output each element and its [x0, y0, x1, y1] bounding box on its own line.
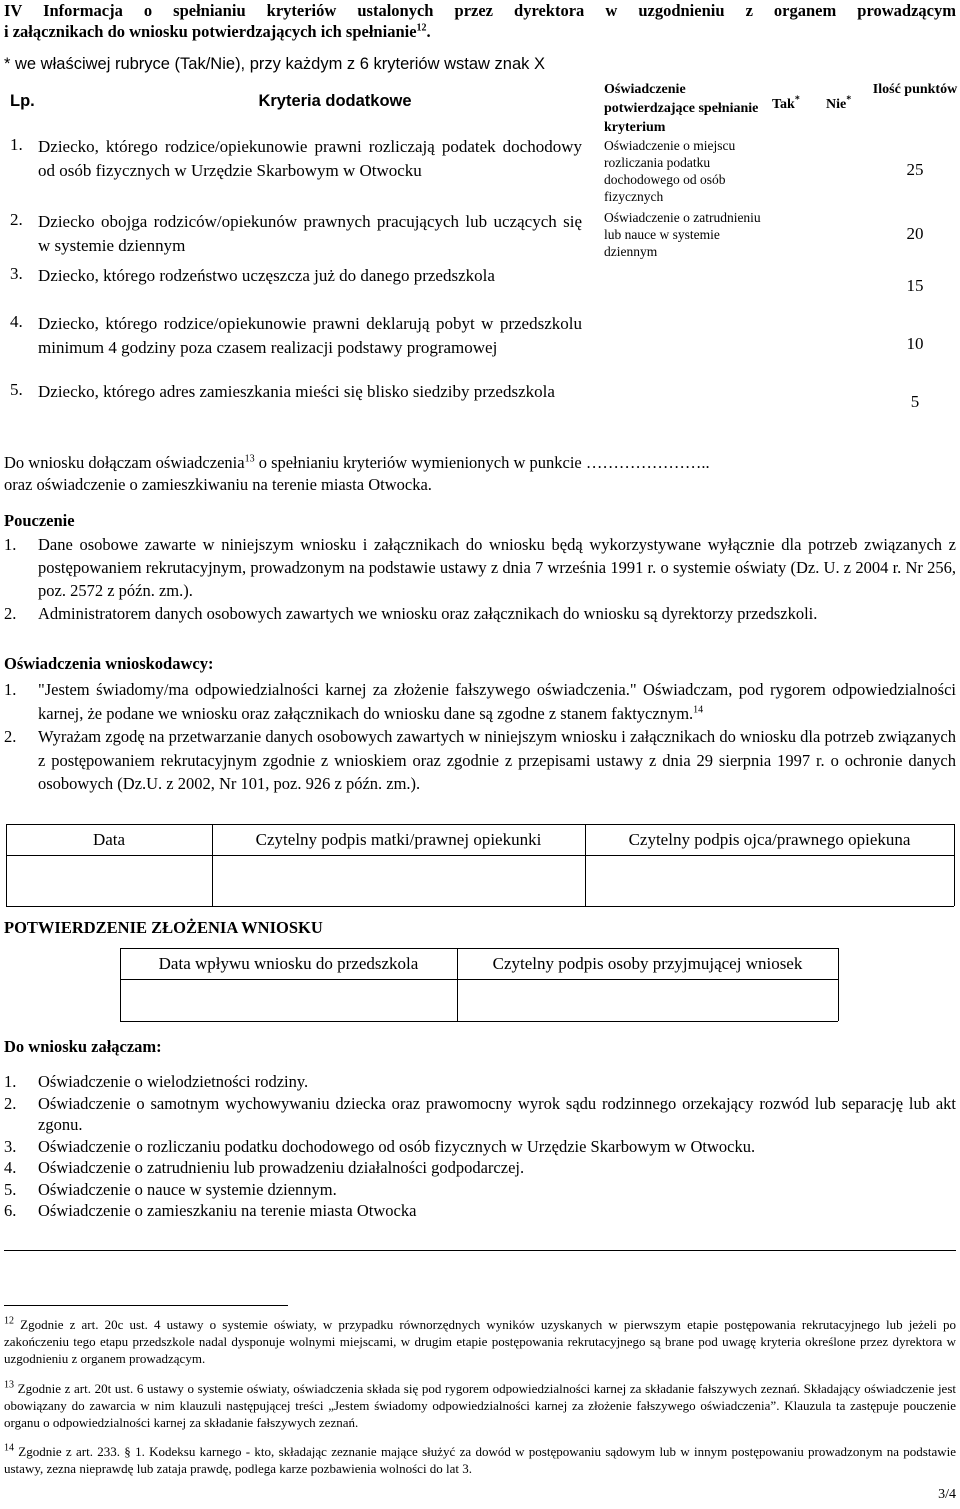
footnote-ref-14: 14	[693, 704, 704, 715]
row-4-points: 10	[906, 334, 924, 353]
attachments-line1-b: o spełnianiu kryteriów wymienionych w punkcie …………………..	[254, 453, 710, 472]
header-ilosc: Ilość punktów	[872, 82, 958, 97]
section-heading-line1: IV Informacja o spełnianiu kryteriów ustalonych przez dyrektora w uzgodnieniu z organem prowadzącym	[4, 1, 956, 20]
footnote-14-number: 14	[4, 1442, 14, 1454]
potw-data-header: Data wpływu wniosku do przedszkola	[158, 954, 419, 973]
zalaczam-item	[4, 1093, 956, 1136]
row-3-lp: 3.	[10, 264, 23, 283]
zalaczam-list	[4, 1071, 956, 1222]
attachments-line2: oraz oświadczenie o zamieszkiwaniu na terenie miasta Otwocka.	[4, 475, 432, 494]
footnote-ref-13: 13	[244, 453, 255, 465]
zalaczam-item-text: Oświadczenie o zatrudnieniu lub prowadzeniu działalności godpodarczej.	[38, 1158, 525, 1177]
pouczenie-item-text: Administratorem danych osobowych zawartych we wniosku oraz załącznikach do wniosku są dyrektorzy przedszkoli.	[38, 604, 818, 623]
sign-matka-header: Czytelny podpis matki/prawnej opiekunki	[255, 830, 542, 849]
sign-matka-field[interactable]	[213, 856, 584, 905]
zalaczam-item-number: 4.	[4, 1158, 17, 1177]
header-oswiadczenie: Oświadczenie potwierdzające spełnianie kryterium	[604, 82, 759, 135]
sign-data-header: Data	[92, 830, 126, 849]
row-5-points: 5	[910, 392, 920, 411]
row-1-points: 25	[906, 160, 924, 179]
zalaczam-item-number: 3.	[4, 1136, 17, 1156]
footnote-ref-12: 12	[416, 22, 427, 34]
oswiadczenia-item	[4, 678, 956, 725]
zalaczam-item	[4, 1200, 956, 1222]
sign-data-field[interactable]	[7, 856, 211, 905]
sign-ojciec-header: Czytelny podpis ojca/prawnego opiekuna	[628, 830, 911, 849]
zalaczam-item-text: Oświadczenie o samotnym wychowywaniu dziecka oraz prawomocny wyrok sądu rodzinnego orzekający rozwód lub separację lub akt zgonu.	[38, 1093, 956, 1134]
zalaczam-item-text: Oświadczenie o wielodzietności rodziny.	[38, 1072, 309, 1091]
oswiadczenia-item-body: "Jestem świadomy/ma odpowiedzialności karnej za złożenie fałszywego oświadczenia." Oświadczam, pod rygorem odpowiedzialności karnej, że podane we wniosku oraz załącznikach do wniosku dane są zgodne z stanem faktycznym.	[38, 680, 956, 723]
zalaczam-item-number: 6.	[4, 1201, 17, 1220]
zalaczam-item-text: Oświadczenie o nauce w systemie dziennym.	[38, 1179, 337, 1199]
header-lp: Lp.	[10, 92, 35, 110]
section-heading	[4, 0, 956, 42]
oswiadczenia-item-text	[38, 678, 956, 725]
row-5-lp: 5.	[10, 380, 23, 399]
pouczenie-list	[4, 533, 956, 625]
zalaczam-item-number: 5.	[4, 1179, 17, 1199]
row-1-doc: Oświadczenie o miejscu rozliczania podatku dochodowego od osób fizycznych	[604, 138, 736, 204]
pouczenie-item	[4, 533, 956, 602]
attachments-line1	[4, 452, 956, 474]
zalaczam-item-text: Oświadczenie o rozliczaniu podatku dochodowego od osób fizycznych w Urzędzie Skarbowym w Otwocku.	[38, 1136, 756, 1156]
instruction-text: * we właściwej rubryce (Tak/Nie), przy każdym z 6 kryteriów wstaw znak X	[4, 55, 545, 73]
row-2-text: Dziecko obojga rodziców/opiekunów prawnych pracujących lub uczących się w systemie dziennym	[38, 212, 582, 255]
footnote-12-text: Zgodnie z art. 20c ust. 4 ustawy o systemie oświaty, w przypadku równorzędnych wyników uzyskanych w pierwszym etapie postępowania rekrutacyjnego lub jeżeli po zakończeniu tego etapu przedszkole nadal dysponuje wolnymi miejscami, w drugim etapie postępowania rekrutacyjnego są brane pod uwagę kryteria określone przez dyrektora w uzgodnieniu z organem prowadzącym.	[4, 1317, 957, 1366]
pouczenie-title: Pouczenie	[4, 511, 75, 530]
oswiadczenia-item-text: Wyrażam zgodę na przetwarzanie danych osobowych zawartych w niniejszym wniosku i załącznikach do wniosku dla potrzeb związanych z postępowaniem rekrutacyjnym zgodnie z wnioskiem oraz zgodnie z przepisami ustawy z dnia 29 sierpnia 1997 r. o ochronie danych osobowych (Dz.U. z 2002, Nr 101, poz. 926 z późn. zm.).	[38, 727, 956, 793]
row-1-text: Dziecko, którego rodzice/opiekunowie prawni rozliczają podatek dochodowy od osób fizycznych w Urzędzie Skarbowym w Otwocku	[38, 137, 582, 180]
oswiadczenia-title: Oświadczenia wnioskodawcy:	[4, 654, 214, 673]
pouczenie-item-text: Dane osobowe zawarte w niniejszym wniosku i załącznikach do wniosku będą wykorzystywane wyłącznie dla potrzeb związanych z postępowaniem rekrutacyjnym, prowadzonym na podstawie ustawy z dnia 7 września 1991 r. o systemie oświaty (Dz. U. z 2004 r. Nr 256, poz. 2572 z późn. zm.).	[38, 535, 956, 600]
zalaczam-title: Do wniosku załączam:	[4, 1037, 162, 1056]
row-3-points: 15	[906, 276, 924, 295]
page-number: 3/4	[938, 1487, 956, 1502]
sign-ojciec-field[interactable]	[586, 856, 953, 905]
row-2-lp: 2.	[10, 210, 23, 229]
header-nie: Nie*	[826, 94, 852, 112]
footnote-13-text: Zgodnie z art. 20t ust. 6 ustawy o systemie oświaty, oświadczenia składa się pod rygorem odpowiedzialności karnej za składanie fałszywych zeznań. Składający oświadczenie jest obowiązany do zawarcia w nim klauzuli następującej treści „Jestem świadomy odpowiedzialności karnej za złożenie fałszywego oświadczenia”. Klauzula ta zastępuje pouczenie organu o odpowiedzialności karnej za składanie fałszywych zeznań.	[4, 1381, 956, 1430]
zalaczam-item-text: Oświadczenie o zamieszkaniu na terenie miasta Otwocka	[38, 1201, 417, 1220]
zalaczam-item	[4, 1179, 956, 1201]
row-3-text: Dziecko, którego rodzeństwo uczęszcza już do danego przedszkola	[38, 266, 495, 285]
potwierdzenie-title: POTWIERDZENIE ZŁOŻENIA WNIOSKU	[4, 918, 323, 937]
section-heading-text: i załącznikach do wniosku potwierdzających ich spełnianie	[4, 22, 417, 41]
row-1-lp: 1.	[10, 135, 23, 154]
row-4-lp: 4.	[10, 312, 23, 331]
zalaczam-item	[4, 1071, 956, 1093]
zalaczam-item-number: 1.	[4, 1072, 17, 1091]
footnote-14-text: Zgodnie z art. 233. § 1. Kodeksu karnego - kto, składając zeznanie mające służyć za dowód w postępowaniu sądowym lub w innym postępowaniu prowadzonym na podstawie ustawy, zezna nieprawdę lub zataja prawdę, podlega karze pozbawienia wolności do lat 3.	[4, 1444, 957, 1476]
footnote-12-number: 12	[4, 1315, 14, 1327]
row-5-text: Dziecko, którego adres zamieszkania mieści się blisko siedziby przedszkola	[38, 382, 555, 401]
row-4-text: Dziecko, którego rodzice/opiekunowie prawni deklarują pobyt w przedszkolu minimum 4 godziny poza czasem realizacji podstawy programowej	[38, 314, 582, 357]
oswiadczenia-list	[4, 678, 956, 796]
footnote-separator	[4, 1305, 288, 1306]
header-tak: Tak*	[772, 94, 800, 112]
oswiadczenia-item-number: 2.	[4, 727, 17, 746]
header-nie-label: Nie	[826, 97, 847, 112]
footnote-13-number: 13	[4, 1379, 14, 1391]
footnote-14	[4, 1443, 956, 1477]
section-heading-line2	[4, 21, 956, 42]
divider	[4, 1250, 956, 1251]
footnote-12	[4, 1316, 956, 1367]
footnotes	[4, 1316, 956, 1477]
oswiadczenia-item-number: 1.	[4, 680, 17, 699]
oswiadczenia-item	[4, 725, 956, 796]
pouczenie-item-number: 1.	[4, 535, 17, 554]
zalaczam-item	[4, 1136, 956, 1158]
row-2-points: 20	[906, 224, 924, 243]
zalaczam-item-number: 2.	[4, 1093, 17, 1113]
footnote-13	[4, 1380, 956, 1431]
row-2-doc: Oświadczenie o zatrudnieniu lub nauce w systemie dziennym	[604, 210, 761, 259]
potw-data-field[interactable]	[121, 980, 456, 1020]
attachments-statement	[4, 452, 956, 496]
potw-podpis-field[interactable]	[458, 980, 837, 1020]
section-heading-end: .	[426, 22, 431, 41]
pouczenie-item-number: 2.	[4, 604, 17, 623]
header-kryteria: Kryteria dodatkowe	[258, 92, 412, 110]
pouczenie-item	[4, 602, 956, 625]
zalaczam-item	[4, 1157, 956, 1179]
attachments-line1-a: Do wniosku dołączam oświadczenia	[4, 453, 245, 472]
header-tak-label: Tak	[772, 97, 795, 112]
potw-podpis-header: Czytelny podpis osoby przyjmującej wniosek	[492, 954, 803, 973]
